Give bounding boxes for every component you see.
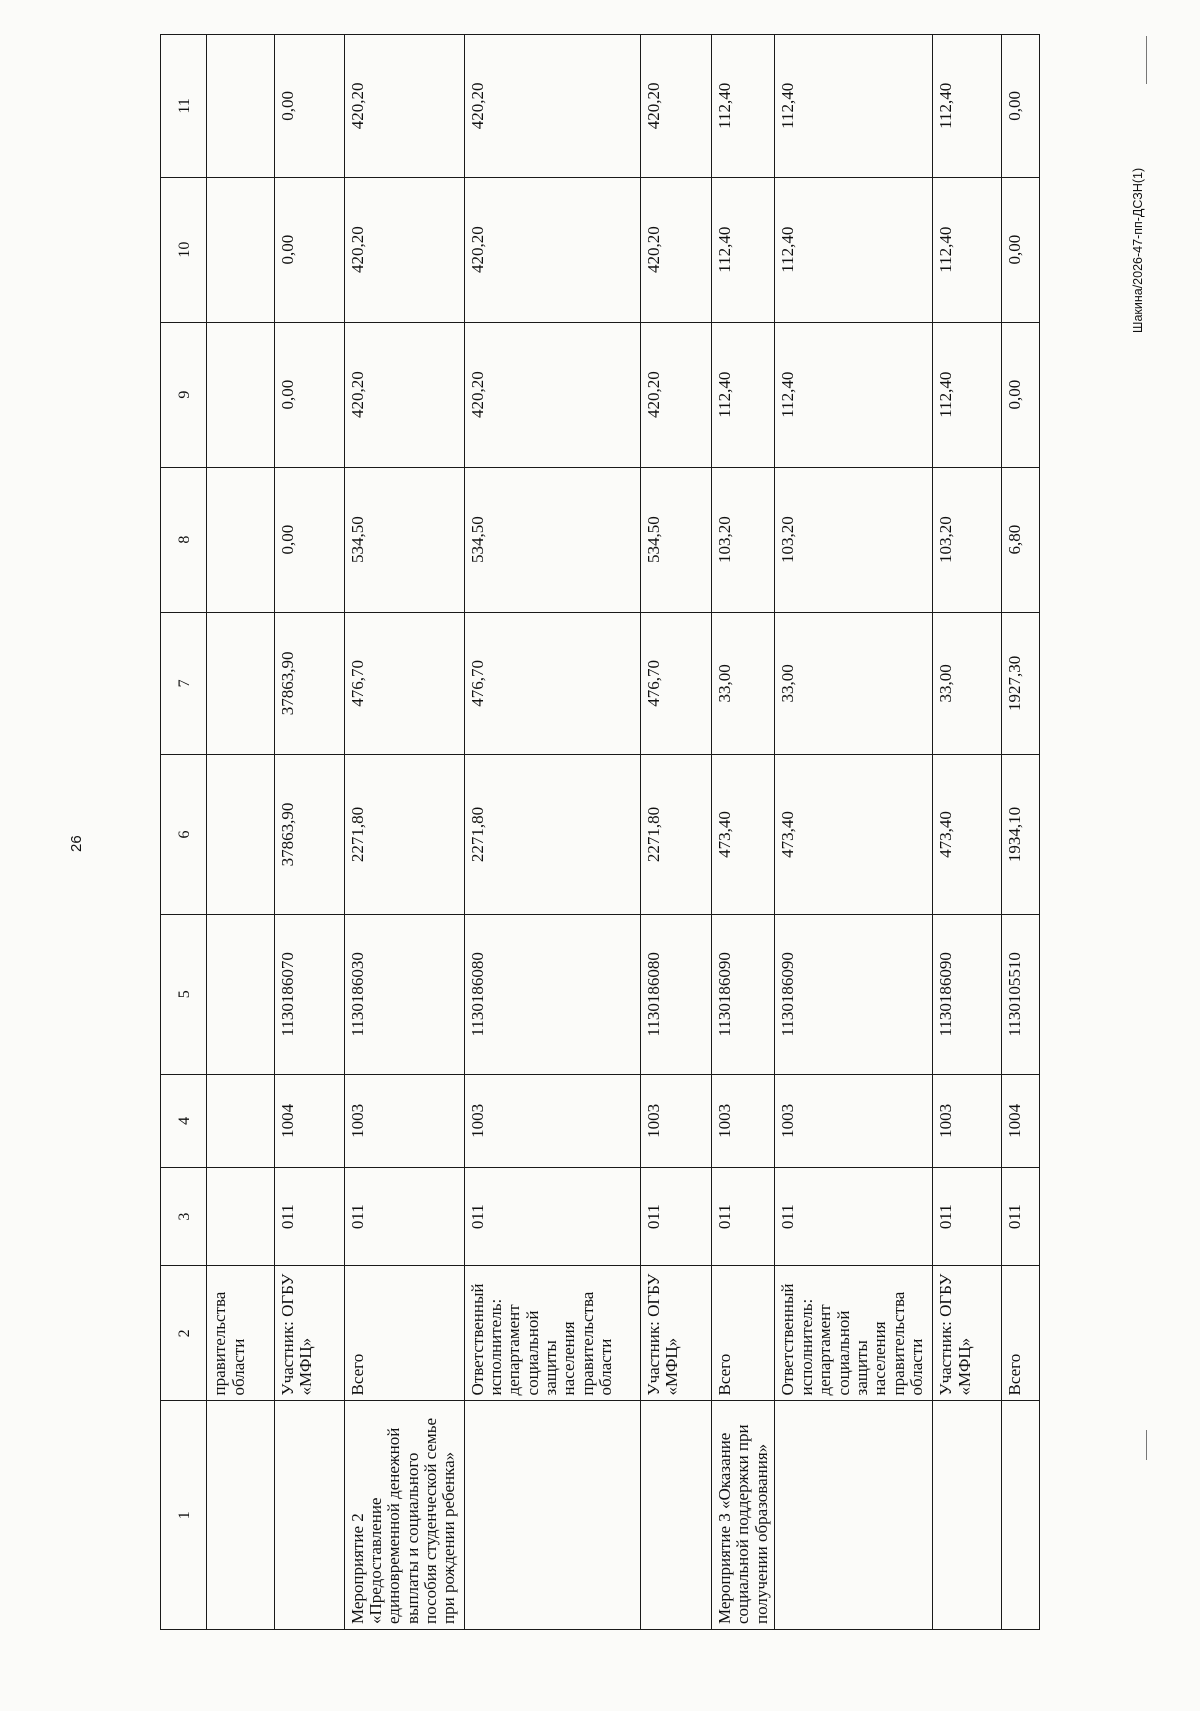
table-row [274,35,344,1630]
participant-cell: правительства области [207,1266,275,1401]
margin-line [1146,1430,1147,1460]
value-cell: 011 [344,1168,464,1266]
value-cell: 1003 [641,1074,712,1167]
col-header: 1 [161,1401,207,1630]
activity-cell [933,1401,1002,1630]
budget-table [160,34,1040,1630]
value-cell: 011 [711,1168,775,1266]
value-cell: 1004 [1001,1074,1039,1167]
value-cell: 420,20 [641,322,712,467]
value-cell: 420,20 [464,177,640,322]
value-cell: 476,70 [464,612,640,755]
header-row [161,35,207,1630]
col-header: 5 [161,914,207,1074]
value-cell: 1130186030 [344,914,464,1074]
value-cell: 6,80 [1001,467,1039,612]
value-cell: 1003 [344,1074,464,1167]
value-cell: 0,00 [274,35,344,178]
value-cell: 1003 [933,1074,1002,1167]
participant-cell: Всего [1001,1266,1039,1401]
value-cell: 0,00 [274,467,344,612]
value-cell: 420,20 [344,322,464,467]
col-header: 11 [161,35,207,178]
participant-cell: Всего [344,1266,464,1401]
value-cell: 2271,80 [641,755,712,915]
activity-cell [775,1401,933,1630]
margin-line [1146,36,1147,84]
value-cell: 473,40 [933,755,1002,915]
value-cell: 476,70 [641,612,712,755]
activity-cell [1001,1401,1039,1630]
value-cell: 534,50 [464,467,640,612]
value-cell: 011 [933,1168,1002,1266]
value-cell: 112,40 [711,177,775,322]
table-row [711,35,775,1630]
value-cell: 534,50 [344,467,464,612]
participant-cell: Всего [711,1266,775,1401]
value-cell: 011 [641,1168,712,1266]
participant-cell: Ответственный исполнитель: департамент социальной защиты населения правительства области [775,1266,933,1401]
participant-cell: Участник: ОГБУ «МФЦ» [933,1266,1002,1401]
col-header: 2 [161,1266,207,1401]
value-cell [207,612,275,755]
activity-cell: Мероприятие 2 «Предоставление единовременной денежной выплаты и социального пособия студенческой семье при рождении ребенка» [344,1401,464,1630]
value-cell: 0,00 [1001,35,1039,178]
value-cell: 112,40 [775,35,933,178]
col-header: 6 [161,755,207,915]
value-cell [207,1168,275,1266]
document-id: Шакина/2026-47-пп-ДСЗН(1) [1131,167,1145,333]
activity-cell: Мероприятие 3 «Оказание социальной поддержки при получении образования» [711,1401,775,1630]
activity-cell [464,1401,640,1630]
value-cell: 37863,90 [274,755,344,915]
value-cell: 011 [775,1168,933,1266]
value-cell: 112,40 [711,322,775,467]
table-row [641,35,712,1630]
value-cell: 33,00 [711,612,775,755]
table-row [344,35,464,1630]
value-cell: 420,20 [344,35,464,178]
value-cell: 0,00 [1001,322,1039,467]
value-cell: 103,20 [775,467,933,612]
value-cell: 011 [1001,1168,1039,1266]
value-cell: 0,00 [274,177,344,322]
value-cell: 103,20 [933,467,1002,612]
participant-cell: Участник: ОГБУ «МФЦ» [641,1266,712,1401]
value-cell [207,467,275,612]
value-cell: 112,40 [933,35,1002,178]
col-header: 10 [161,177,207,322]
table-row [1001,35,1039,1630]
activity-cell [207,1401,275,1630]
participant-cell: Ответственный исполнитель: департамент социальной защиты населения правительства области [464,1266,640,1401]
col-header: 9 [161,322,207,467]
activity-cell [274,1401,344,1630]
value-cell [207,755,275,915]
value-cell: 33,00 [775,612,933,755]
budget-table-container [160,34,1040,1630]
value-cell: 1130186090 [933,914,1002,1074]
value-cell: 476,70 [344,612,464,755]
col-header: 8 [161,467,207,612]
value-cell: 420,20 [641,35,712,178]
table-row [933,35,1002,1630]
value-cell: 473,40 [711,755,775,915]
value-cell: 473,40 [775,755,933,915]
col-header: 3 [161,1168,207,1266]
value-cell: 1130186080 [641,914,712,1074]
value-cell [207,177,275,322]
value-cell: 1130186080 [464,914,640,1074]
value-cell [207,322,275,467]
value-cell: 2271,80 [344,755,464,915]
value-cell [207,35,275,178]
value-cell: 011 [464,1168,640,1266]
page-number: 26 [68,835,85,852]
value-cell: 33,00 [933,612,1002,755]
value-cell: 420,20 [464,322,640,467]
table-row [207,35,275,1630]
value-cell: 1927,30 [1001,612,1039,755]
value-cell: 1130186090 [775,914,933,1074]
activity-cell [641,1401,712,1630]
col-header: 4 [161,1074,207,1167]
value-cell: 1003 [775,1074,933,1167]
table-row [775,35,933,1630]
value-cell: 1130186090 [711,914,775,1074]
value-cell: 0,00 [274,322,344,467]
value-cell: 420,20 [344,177,464,322]
value-cell: 37863,90 [274,612,344,755]
col-header: 7 [161,612,207,755]
value-cell [207,1074,275,1167]
value-cell: 112,40 [711,35,775,178]
value-cell: 112,40 [933,322,1002,467]
value-cell: 1003 [464,1074,640,1167]
value-cell: 1004 [274,1074,344,1167]
value-cell: 420,20 [464,35,640,178]
table-row [464,35,640,1630]
value-cell: 534,50 [641,467,712,612]
value-cell: 1934,10 [1001,755,1039,915]
value-cell: 011 [274,1168,344,1266]
value-cell: 1130186070 [274,914,344,1074]
value-cell: 112,40 [933,177,1002,322]
value-cell: 2271,80 [464,755,640,915]
value-cell [207,914,275,1074]
value-cell: 420,20 [641,177,712,322]
value-cell: 112,40 [775,177,933,322]
value-cell: 1003 [711,1074,775,1167]
value-cell: 1130105510 [1001,914,1039,1074]
value-cell: 112,40 [775,322,933,467]
value-cell: 103,20 [711,467,775,612]
value-cell: 0,00 [1001,177,1039,322]
participant-cell: Участник: ОГБУ «МФЦ» [274,1266,344,1401]
